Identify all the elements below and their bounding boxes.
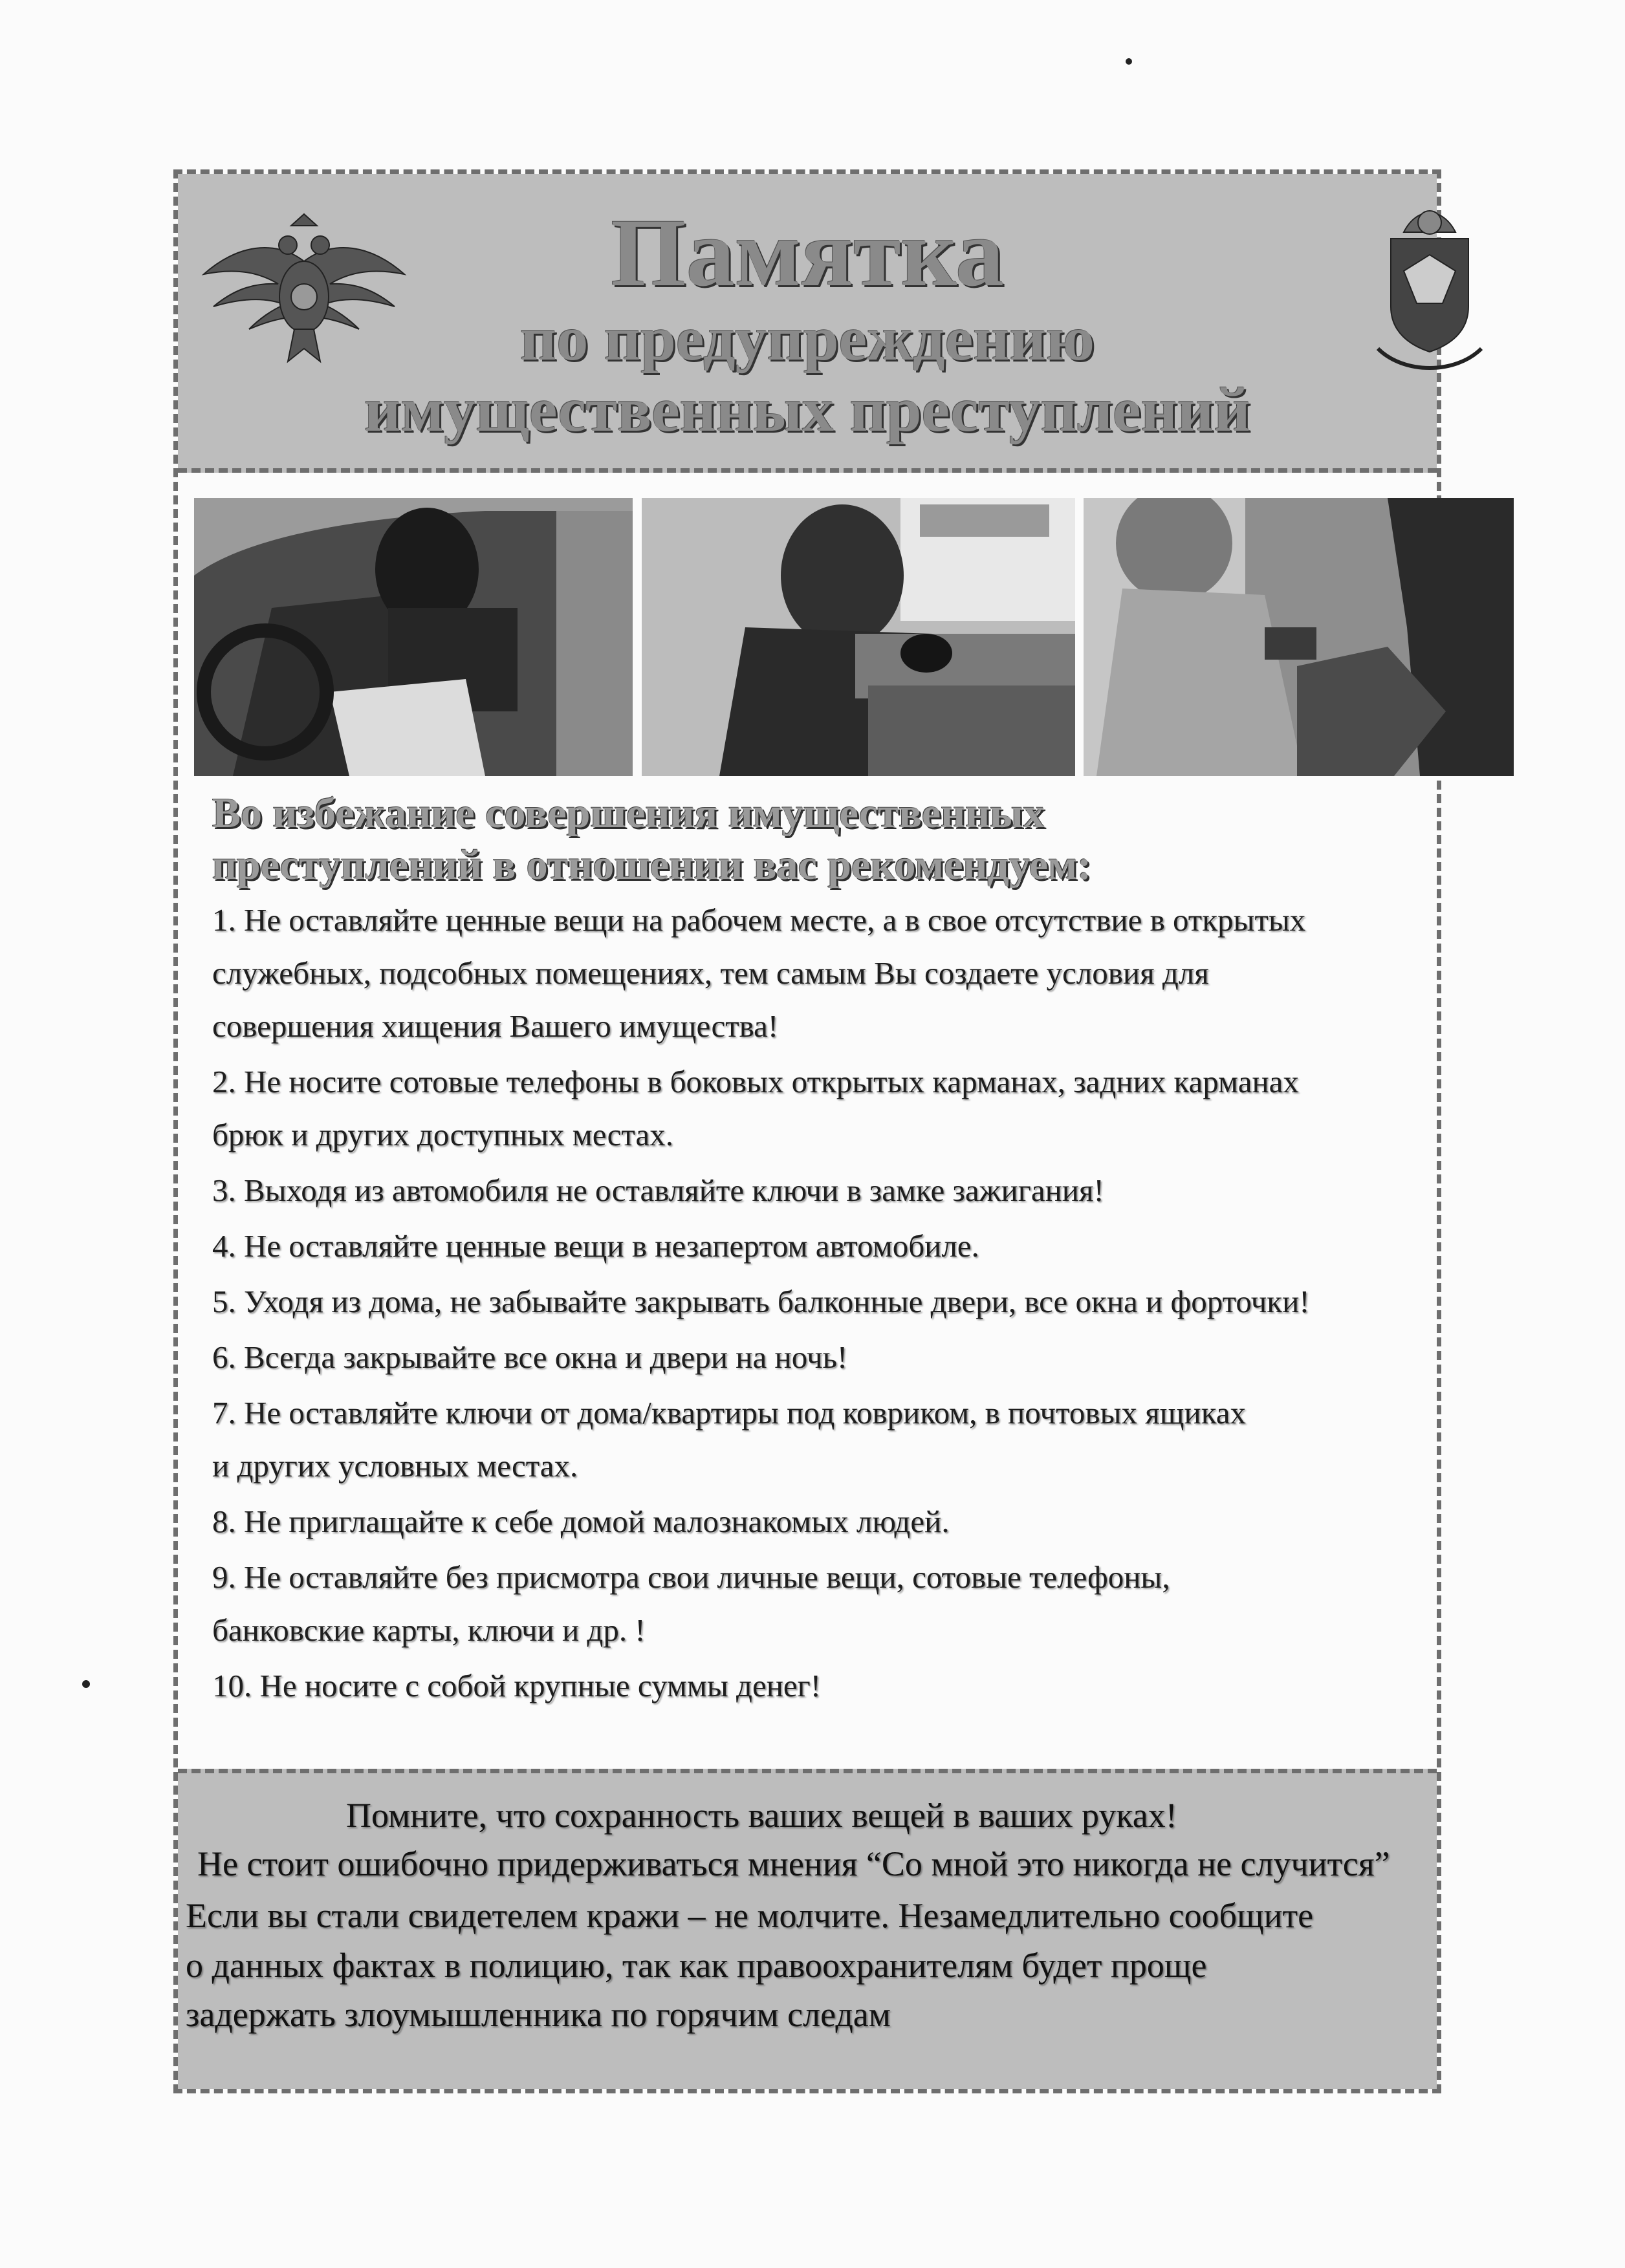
bag-theft-photo (1084, 498, 1514, 776)
photo-strip (194, 498, 1514, 776)
rule-line: 9. Не оставляйте без присмотра свои личные вещи, сотовые телефоны, (212, 1559, 1170, 1595)
rule-line: 8. Не приглащайте к себе домой малознакомых людей. (212, 1504, 950, 1539)
rule-line: служебных, подсобных помещениях, тем самым Вы создаете условия для (212, 955, 1209, 991)
rule-line: 6. Всегда закрывайте все окна и двери на ночь! (212, 1339, 848, 1375)
footer-line3: Если вы стали свидетелем кражи – не молчите. Незамедлительно сообщите (186, 1896, 1314, 1935)
rule-line: брюк и других доступных местах. (212, 1117, 673, 1152)
rule-line: 5. Уходя из дома, не забывайте закрывать балконные двери, все окна и форточки! (212, 1284, 1310, 1319)
intro-line1: Во избежание совершения имущественных (212, 790, 1045, 837)
footer-line1: Помните, что сохранность ваших вещей в ваших руках! (346, 1796, 1177, 1835)
footer-panel (178, 1769, 1437, 2089)
rule-line: 3. Выходя из автомобиля не оставляйте ключи в замке зажигания! (212, 1172, 1104, 1208)
rule-line: 1. Не оставляйте ценные вещи на рабочем месте, а в свое отсутствие в открытых (212, 902, 1306, 938)
rule-line: и других условных местах. (212, 1448, 578, 1484)
page-subtitle-line2: имущественных преступлений (364, 375, 1250, 445)
footer-line4: о данных фактах в полицию, так как правоохранителям будет проще (186, 1946, 1207, 1985)
rule-line: 7. Не оставляйте ключи от дома/квартиры под ковриком, в почтовых ящиках (212, 1395, 1247, 1431)
page-title: Памятка (611, 199, 1004, 307)
office-theft-photo (642, 498, 1075, 776)
rule-line: 4. Не оставляйте ценные вещи в незапертом автомобиле. (212, 1228, 979, 1264)
rule-line: 2. Не носите сотовые телефоны в боковых открытых карманах, задних карманах (212, 1064, 1299, 1099)
rule-line: 10. Не носите с собой крупные суммы денег! (212, 1668, 822, 1703)
page-subtitle-line1: по предупреждению (519, 304, 1095, 374)
header-panel (178, 174, 1437, 473)
scan-speck (82, 1680, 90, 1688)
car-theft-photo (194, 498, 633, 776)
rule-line: совершения хищения Вашего имущества! (212, 1008, 779, 1044)
rule-line: банковские карты, ключи и др. ! (212, 1612, 646, 1648)
footer-line5: задержать злоумышленника по горячим следам (186, 1995, 891, 2034)
scan-speck (1126, 58, 1132, 65)
recommendations (212, 789, 1474, 1714)
intro-line2: преступлений в отношении вас рекомендуем: (212, 841, 1092, 889)
footer-line2: Не стоит ошибочно придерживаться мнения “Со мной это никогда не случится” (197, 1844, 1390, 1883)
